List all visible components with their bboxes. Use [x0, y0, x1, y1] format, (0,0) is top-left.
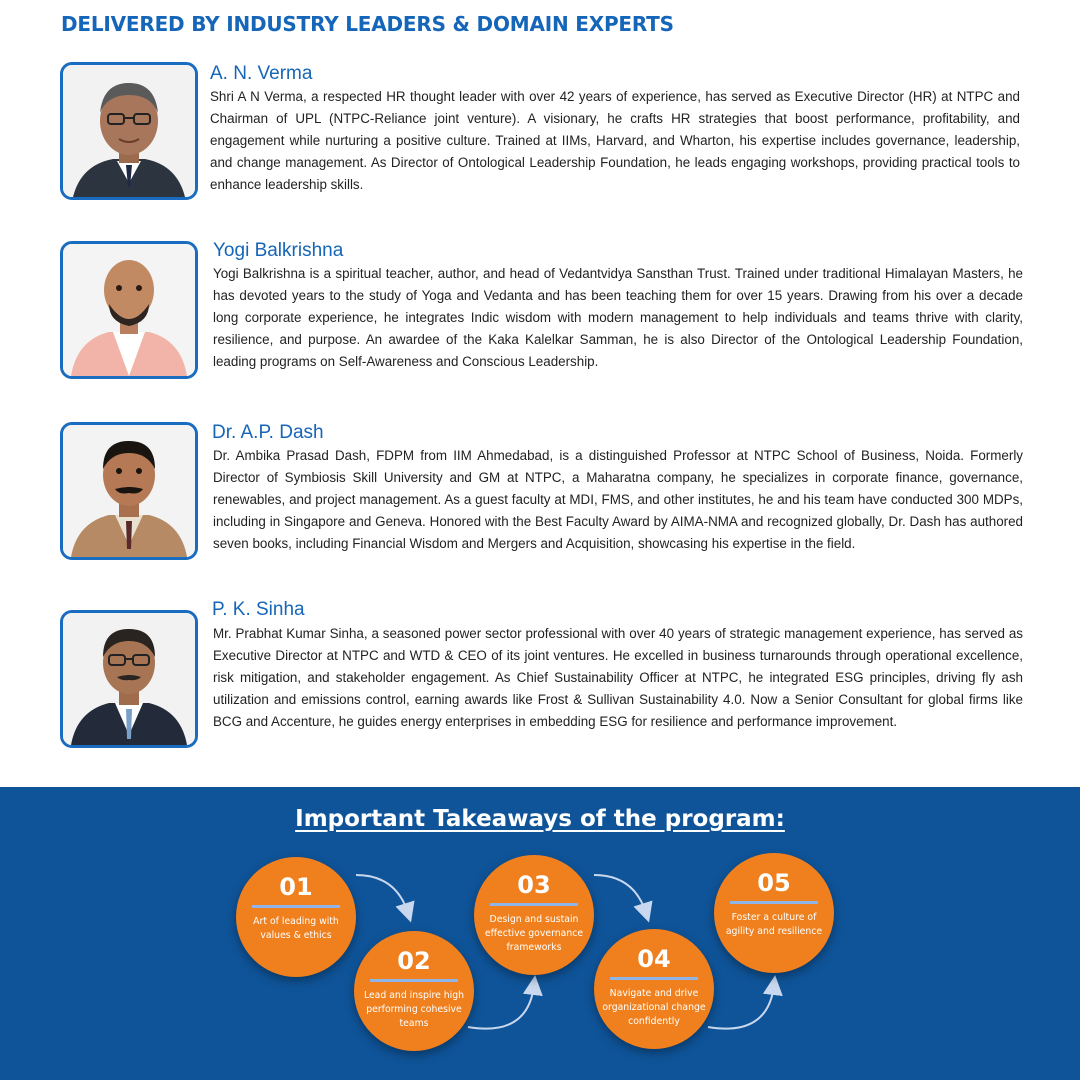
step-text: Lead and inspire high performing cohesive teams — [363, 990, 465, 1029]
expert-photo-balkrishna — [60, 241, 198, 379]
expert-bio: Mr. Prabhat Kumar Sinha, a seasoned power sector professional with over 40 years of strategic management experience, has served as Executive Director at NTPC and WTD & CEO of its joint ventures. He excelled in business turnarounds through operational excellence, risk mitigation, and stakeholder engagement. As Chief Sustainability Officer at NTPC, he integrated ESG principles, driving fly ash utilization and emissions control, earning awards like Frost & Sullivan Sustainability 4.0. Now a Senior Consultant for global firms like BCG and Accenture, he guides energy enterprises in embedding ESG for resilience and performance improvement. — [213, 626, 1023, 729]
step-number: 04 — [637, 945, 671, 973]
step-divider — [370, 979, 458, 982]
takeaway-step — [594, 929, 714, 1049]
arrow-icon — [594, 875, 646, 913]
step-divider — [610, 977, 698, 980]
step-divider — [730, 901, 818, 904]
expert-photo-sinha — [60, 610, 198, 748]
expert-name: P. K. Sinha — [212, 599, 305, 620]
expert-bio: Dr. Ambika Prasad Dash, FDPM from IIM Ahmedabad, is a distinguished Professor at NTPC School of Business, Noida. Formerly Director of Symbiosis Skill University and GM at NTPC, a Maharatna company, he specializes in corporate finance, governance, renewables, and project management. As a guest faculty at MDI, FMS, and other institutes, he and his team have conducted 300 MDPs, including in Singapore and Geneva. Honored with the Best Faculty Award by AIMA-NMA and recognized globally, Dr. Dash has authored seven books, including Financial Wisdom and Mergers and Acquisition, showcasing his expertise in the field. — [213, 448, 1023, 551]
step-text: Foster a culture of agility and resilience — [725, 912, 823, 937]
step-text: Design and sustain effective governance frameworks — [484, 914, 584, 953]
step-divider — [252, 905, 340, 908]
takeaway-step — [236, 857, 356, 977]
step-number: 05 — [757, 869, 791, 897]
takeaway-step — [714, 853, 834, 973]
expert-name: Dr. A.P. Dash — [212, 422, 324, 443]
step-number: 03 — [517, 871, 551, 899]
portrait-icon — [63, 244, 195, 376]
takeaway-step — [354, 931, 474, 1051]
expert-photo-verma — [60, 62, 198, 200]
step-number: 01 — [279, 873, 313, 901]
portrait-icon — [63, 425, 195, 557]
step-text: Art of leading with values & ethics — [253, 916, 339, 941]
expert-name: A. N. Verma — [210, 63, 313, 84]
step-number: 02 — [397, 947, 431, 975]
expert-name: Yogi Balkrishna — [213, 240, 344, 261]
portrait-icon — [63, 65, 195, 197]
takeaway-step — [474, 855, 594, 975]
expert-photo-dash — [60, 422, 198, 560]
expert-bio: Yogi Balkrishna is a spiritual teacher, author, and head of Vedantvidya Sansthan Trust. Trained under traditional Himalayan Masters, he has devoted years to the study of Yoga and Vedanta and has been teaching them for over 15 years. Drawing from his over a decade long corporate experience, he integrates Indic wisdom with modern management to help individuals and teams thrive with clarity, resilience, and purpose. An awardee of the Kaka Kalelkar Samman, he is also Director of the Ontological Leadership Foundation, leading programs on Self-Awareness and Conscious Leadership. — [213, 266, 1023, 369]
page-heading: DELIVERED BY INDUSTRY LEADERS & DOMAIN EXPERTS — [61, 12, 674, 36]
expert-bio: Shri A N Verma, a respected HR thought leader with over 42 years of experience, has served as Executive Director (HR) at NTPC and Chairman of UPL (NTPC-Reliance joint venture). A visionary, he crafts HR strategies that boost performance, profitability, and engagement while nurturing a positive culture. Trained at IIMs, Harvard, and Wharton, his expertise includes governance, leadership, and change management. As Director of Ontological Leadership Foundation, he leads engaging workshops, providing practical tools to enhance leadership skills. — [210, 89, 1020, 192]
takeaways-title: Important Takeaways of the program: — [295, 806, 785, 832]
step-text: Navigate and drive organizational change confidently — [602, 988, 706, 1027]
arrow-icon — [356, 875, 408, 913]
portrait-icon — [63, 613, 195, 745]
step-divider — [490, 903, 578, 906]
arrow-icon — [708, 985, 774, 1029]
arrow-icon — [468, 985, 534, 1029]
